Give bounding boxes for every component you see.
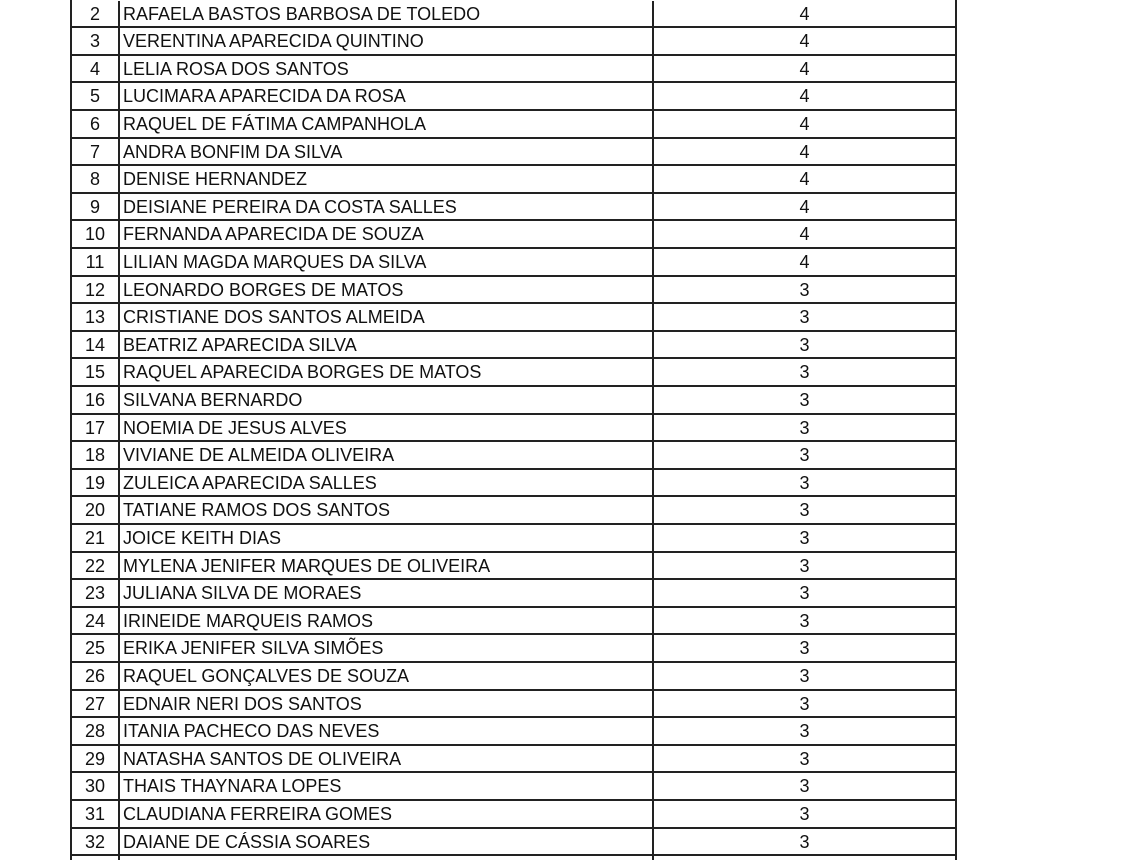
row-number: 22 [72,553,120,579]
participant-name: FERNANDA APARECIDA DE SOUZA [120,221,654,247]
row-number: 32 [72,829,120,855]
table-cell-partial [72,856,120,860]
table-row [72,580,955,608]
participant-name: NATASHA SANTOS DE OLIVEIRA [120,746,654,772]
table-row [72,470,955,498]
table-row [72,359,955,387]
participant-name: JOICE KEITH DIAS [120,525,654,551]
score-value: 3 [799,638,810,659]
row-number: 15 [72,359,120,385]
row-number: 14 [72,332,120,358]
table-cell-partial [654,856,955,860]
table-row [72,111,955,139]
participant-name: VERENTINA APARECIDA QUINTINO [120,28,654,54]
score-value: 3 [799,831,810,852]
participant-name: RAQUEL DE FÁTIMA CAMPANHOLA [120,111,654,137]
table-row [72,1,955,29]
row-number: 4 [72,56,120,82]
participant-name: EDNAIR NERI DOS SANTOS [120,691,654,717]
row-number: 2 [72,1,120,27]
score-value: 3 [799,445,810,466]
score-value: 3 [799,307,810,328]
participant-name: ERIKA JENIFER SILVA SIMÕES [120,635,654,661]
table-row [72,332,955,360]
table-row [72,277,955,305]
row-number: 9 [72,194,120,220]
row-number: 10 [72,221,120,247]
participant-name: IRINEIDE MARQUEIS RAMOS [120,608,654,634]
row-number: 17 [72,415,120,441]
table-row [72,56,955,84]
row-number: 13 [72,304,120,330]
table-row [72,387,955,415]
score-value: 4 [799,114,810,134]
score-value: 4 [799,3,810,24]
row-number: 18 [72,442,120,468]
score-value: 3 [799,804,810,824]
participant-name: LEONARDO BORGES DE MATOS [120,277,654,303]
row-number: 7 [72,139,120,165]
row-number: 6 [72,111,120,137]
participant-name: SILVANA BERNARDO [120,387,654,413]
table-row [72,304,955,332]
table-row [72,553,955,581]
participant-name: RAQUEL GONÇALVES DE SOUZA [120,663,654,689]
row-number: 12 [72,277,120,303]
participant-name: JULIANA SILVA DE MORAES [120,580,654,606]
row-number: 25 [72,635,120,661]
row-number: 5 [72,83,120,109]
participant-name: DAIANE DE CÁSSIA SOARES [120,829,654,855]
row-number: 23 [72,580,120,606]
score-value: 4 [799,252,810,272]
table-row [72,691,955,719]
row-number: 3 [72,28,120,54]
participant-name: LILIAN MAGDA MARQUES DA SILVA [120,249,654,275]
score-value: 4 [799,58,810,79]
score-value: 4 [799,224,810,245]
table-row [72,83,955,111]
participant-name: ITANIA PACHECO DAS NEVES [120,718,654,744]
score-value: 3 [799,748,810,769]
score-value: 3 [799,417,810,438]
score-value: 4 [799,31,810,52]
score-value: 4 [799,141,810,162]
row-number: 20 [72,497,120,523]
table-row [72,608,955,636]
score-value: 3 [799,666,810,686]
table-row [72,221,955,249]
table-row [72,497,955,525]
row-number: 28 [72,718,120,744]
row-number: 11 [72,249,120,275]
row-number: 16 [72,387,120,413]
participant-name: ANDRA BONFIM DA SILVA [120,139,654,165]
table-row [72,773,955,801]
table-row [72,415,955,443]
participant-name: DEISIANE PEREIRA DA COSTA SALLES [120,194,654,220]
row-number: 29 [72,746,120,772]
participant-name: DENISE HERNANDEZ [120,166,654,192]
participant-name: LELIA ROSA DOS SANTOS [120,56,654,82]
participant-name: LUCIMARA APARECIDA DA ROSA [120,83,654,109]
participant-name: THAIS THAYNARA LOPES [120,773,654,799]
table-row [72,663,955,691]
participant-name: NOEMIA DE JESUS ALVES [120,415,654,441]
table-row [72,635,955,663]
table-row [72,28,955,56]
table-row [72,194,955,222]
score-value: 3 [799,390,810,410]
score-value: 3 [799,776,810,797]
table-cell-partial [120,856,654,860]
participant-name: RAQUEL APARECIDA BORGES DE MATOS [120,359,654,385]
table-row-partial [72,856,955,860]
row-number: 24 [72,608,120,634]
score-value: 3 [799,500,810,521]
participant-name: BEATRIZ APARECIDA SILVA [120,332,654,358]
table-row [72,829,955,857]
participant-name: RAFAELA BASTOS BARBOSA DE TOLEDO [120,1,654,27]
score-value: 3 [799,583,810,604]
participant-name: MYLENA JENIFER MARQUES DE OLIVEIRA [120,553,654,579]
participant-name: TATIANE RAMOS DOS SANTOS [120,497,654,523]
row-number: 31 [72,801,120,827]
row-number: 30 [72,773,120,799]
row-number: 8 [72,166,120,192]
table-row [72,746,955,774]
table-row [72,139,955,167]
table-row [72,525,955,553]
table-row [72,249,955,277]
score-value: 3 [799,721,810,742]
table-row [72,166,955,194]
table-row [72,801,955,829]
score-value: 3 [799,334,810,355]
row-number: 19 [72,470,120,496]
row-number: 26 [72,663,120,689]
score-value: 4 [799,169,810,190]
participant-name: CLAUDIANA FERREIRA GOMES [120,801,654,827]
table-row [72,442,955,470]
row-number: 21 [72,525,120,551]
score-value: 3 [799,610,810,631]
table-row [72,718,955,746]
participant-name: CRISTIANE DOS SANTOS ALMEIDA [120,304,654,330]
score-value: 3 [799,362,810,383]
ranking-table [70,0,957,860]
participant-name: ZULEICA APARECIDA SALLES [120,470,654,496]
participant-name: VIVIANE DE ALMEIDA OLIVEIRA [120,442,654,468]
score-value: 4 [799,196,810,217]
score-value: 3 [799,528,810,548]
score-value: 4 [799,86,810,107]
score-value: 3 [799,472,810,493]
score-value: 3 [799,555,810,576]
row-number: 27 [72,691,120,717]
score-value: 3 [799,279,810,300]
score-value: 3 [799,693,810,714]
